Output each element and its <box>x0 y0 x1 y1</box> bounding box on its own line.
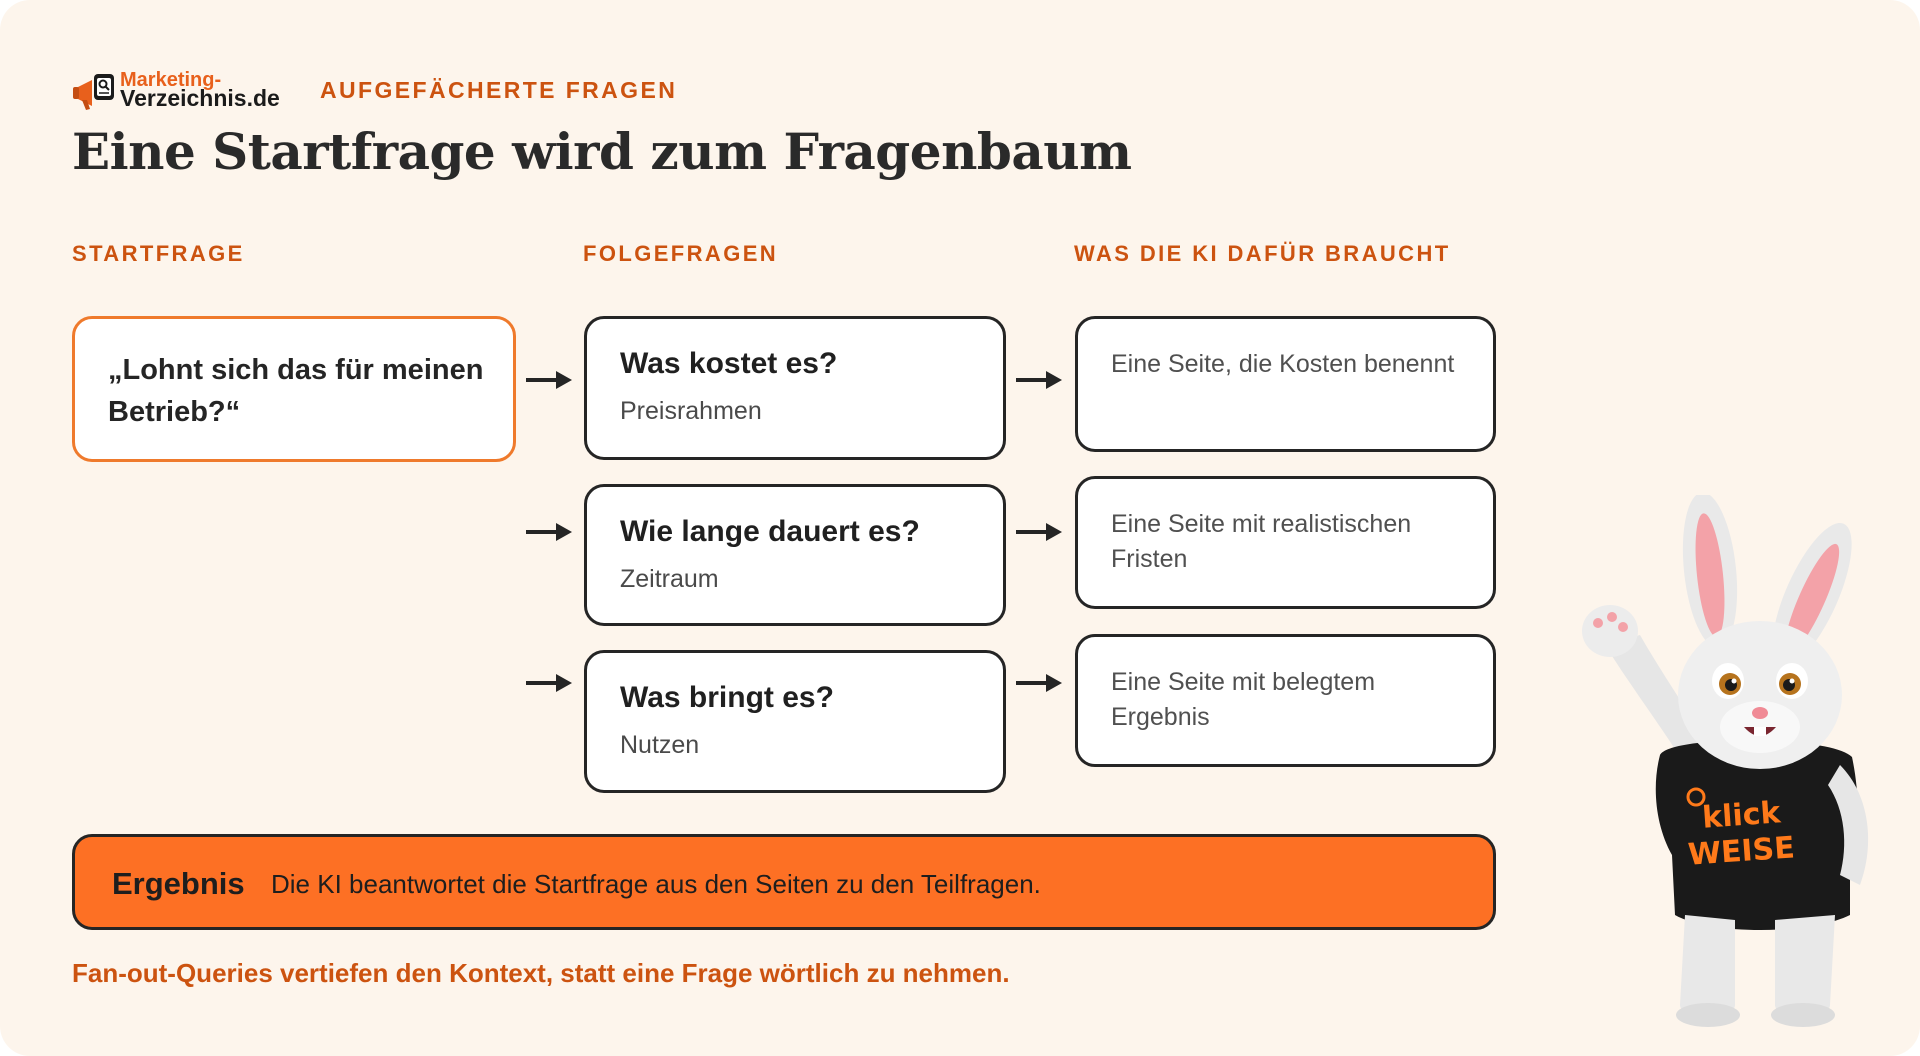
start-question-box <box>72 316 516 462</box>
column-header-follow: FOLGEFRAGEN <box>583 241 779 266</box>
need-box <box>1075 476 1496 609</box>
mascot-shirt-line-1: klick <box>1701 795 1782 836</box>
arrow-right-icon <box>526 520 574 544</box>
need-text: Eine Seite, die Kosten benennt <box>1111 350 1455 378</box>
need-box <box>1075 634 1496 767</box>
follow-question-box <box>584 316 1006 460</box>
arrow-right-icon <box>526 671 574 695</box>
result-text: Die KI beantwortet die Startfrage aus den Seiten zu den Teilfragen. <box>271 869 1041 899</box>
need-box <box>1075 316 1496 452</box>
arrow-right-icon <box>1016 368 1064 392</box>
page-title: Eine Startfrage wird zum Fragenbaum <box>72 122 1132 181</box>
column-header-start: STARTFRAGE <box>72 241 245 266</box>
follow-question-subtitle: Preisrahmen <box>620 397 762 425</box>
arrow-right-icon <box>526 368 574 392</box>
footnote: Fan-out-Queries vertiefen den Kontext, statt eine Frage wörtlich zu nehmen. <box>72 958 1010 988</box>
arrow-right-icon <box>1016 671 1064 695</box>
follow-question-subtitle: Zeitraum <box>620 565 719 593</box>
follow-question-title: Was kostet es? <box>620 347 838 380</box>
mascot-shirt-line-2: WEISE <box>1686 830 1796 873</box>
start-question-text: „Lohnt sich das für meinen Betrieb?“ <box>108 354 484 428</box>
column-header-needs: WAS DIE KI DAFÜR BRAUCHT <box>1074 241 1451 266</box>
result-label: Ergebnis <box>112 866 245 901</box>
follow-question-box <box>584 484 1006 626</box>
follow-question-title: Was bringt es? <box>620 681 834 714</box>
follow-question-box <box>584 650 1006 793</box>
follow-question-title: Wie lange dauert es? <box>620 515 920 548</box>
logo-wordmark <box>120 69 280 111</box>
result-bar <box>72 834 1496 930</box>
bunny-mascot <box>1560 495 1890 1040</box>
arrow-right-icon <box>1016 520 1064 544</box>
eyebrow-label: AUFGEFÄCHERTE FRAGEN <box>320 77 678 103</box>
need-text: Eine Seite mit realistischen Fristen <box>1111 510 1412 573</box>
follow-question-subtitle: Nutzen <box>620 731 700 759</box>
logo-line-2: Verzeichnis.de <box>120 85 280 111</box>
need-text: Eine Seite mit belegtem Ergebnis <box>1111 668 1376 731</box>
brand-logo[interactable] <box>72 68 292 116</box>
logo-line-1: Marketing- <box>120 69 222 91</box>
megaphone-icon <box>72 72 118 112</box>
